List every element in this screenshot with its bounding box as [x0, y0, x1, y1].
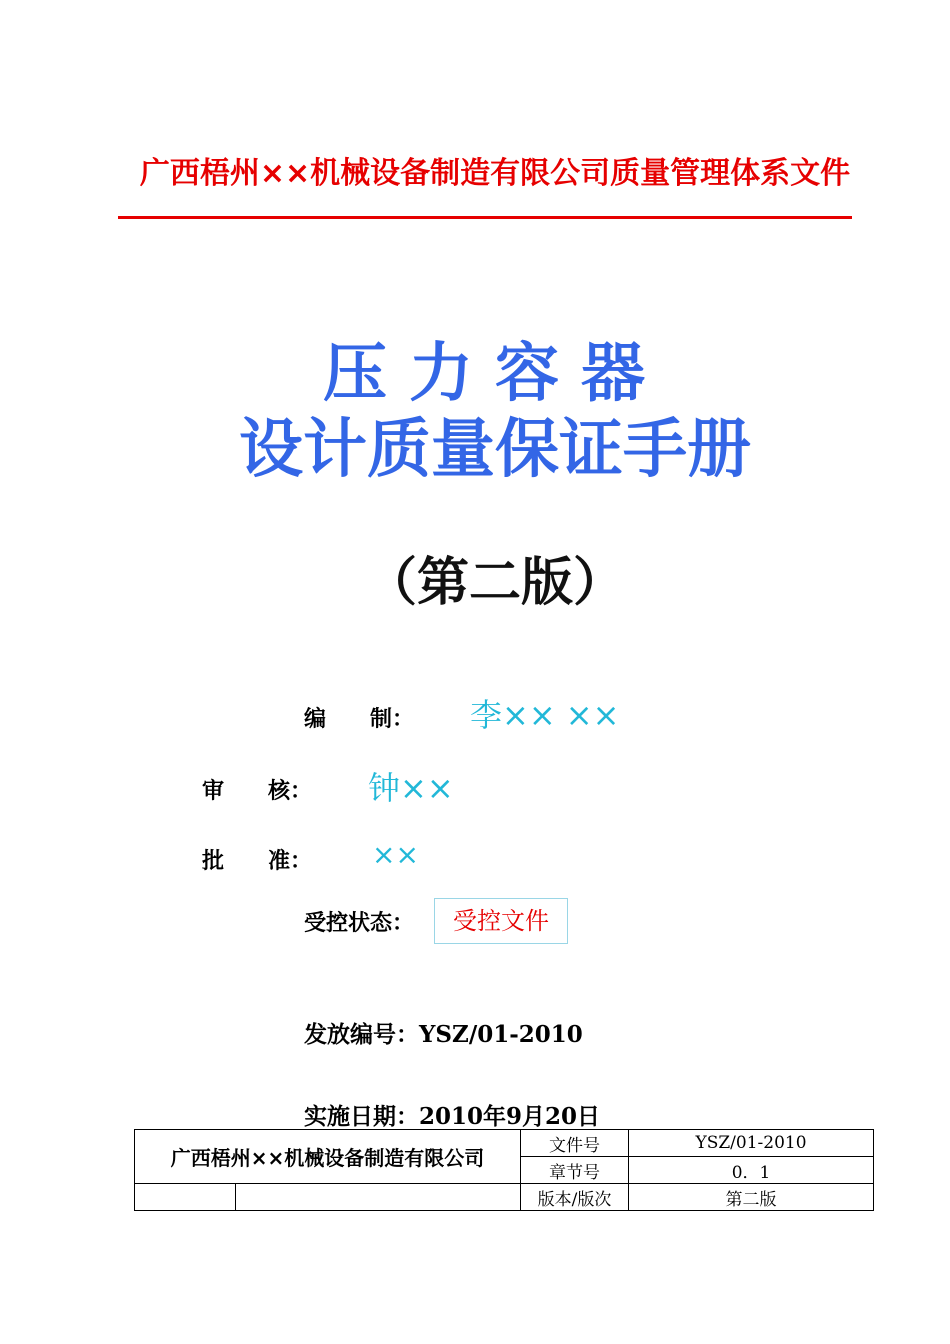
table-value-section: 0．1	[629, 1157, 874, 1184]
compiled-by-label: 编 制：	[304, 707, 415, 732]
approved-by-label: 批 准：	[202, 849, 313, 874]
effective-date: 实施日期：2010年9月20日	[304, 1103, 601, 1130]
table-empty-cell	[135, 1184, 236, 1211]
table-row	[135, 1184, 874, 1211]
document-control-table	[134, 1129, 874, 1211]
approved-by-signature: ××	[372, 838, 419, 871]
edition-label: （第二版）	[364, 553, 625, 613]
table-value-version: 第二版	[629, 1184, 874, 1211]
table-row	[135, 1130, 874, 1157]
reviewed-by-signature: 钟××	[368, 769, 454, 807]
table-value-file-number: YSZ/01-2010	[629, 1130, 874, 1157]
document-title-line2: 设计质量保证手册	[239, 413, 751, 487]
controlled-document-stamp: 受控文件	[434, 898, 568, 944]
table-empty-cell	[236, 1184, 521, 1211]
table-label-file-number: 文件号	[521, 1130, 629, 1157]
header-divider	[118, 216, 852, 219]
issue-number: 发放编号：YSZ/01-2010	[304, 1021, 583, 1048]
control-status-label: 受控状态：	[304, 911, 415, 936]
compiled-by-signature: 李×× ××	[470, 696, 620, 734]
document-title-line1: 压力容器	[323, 337, 667, 411]
table-label-section: 章节号	[521, 1157, 629, 1184]
reviewed-by-label: 审 核：	[202, 779, 313, 804]
table-company-name: 广西梧州××机械设备制造有限公司	[135, 1130, 521, 1184]
table-label-version: 版本/版次	[521, 1184, 629, 1211]
header-company-title: 广西梧州××机械设备制造有限公司质量管理体系文件	[139, 156, 851, 191]
